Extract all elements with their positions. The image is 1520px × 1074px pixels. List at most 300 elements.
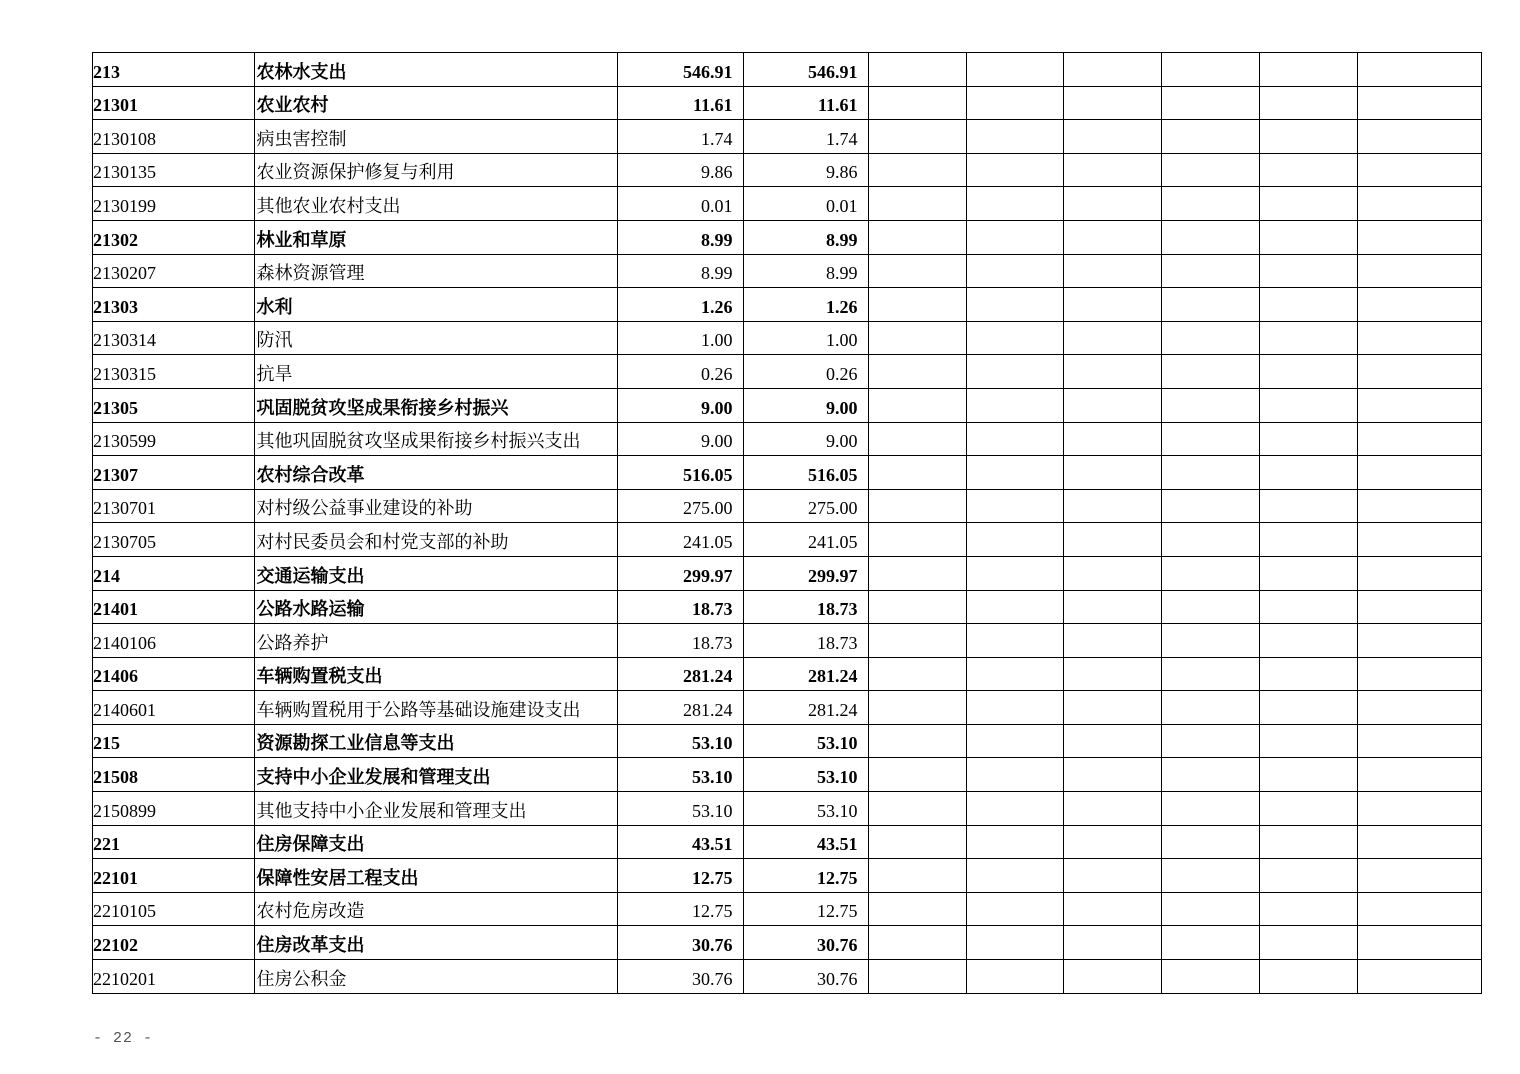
empty-cell xyxy=(1259,691,1357,725)
account-name-cell: 保障性安居工程支出 xyxy=(254,859,617,893)
empty-cell xyxy=(1259,187,1357,221)
empty-cell xyxy=(1161,859,1259,893)
account-name-cell: 住房公积金 xyxy=(254,960,617,994)
total-amount-cell: 12.75 xyxy=(617,859,743,893)
empty-cell xyxy=(1357,926,1481,960)
empty-cell xyxy=(1161,422,1259,456)
total-amount-cell: 43.51 xyxy=(617,825,743,859)
table-row xyxy=(92,220,1481,254)
empty-cell xyxy=(868,86,966,120)
table-row xyxy=(92,926,1481,960)
empty-cell xyxy=(1161,792,1259,826)
total-amount-cell: 9.00 xyxy=(617,388,743,422)
empty-cell xyxy=(1161,220,1259,254)
empty-cell xyxy=(1161,691,1259,725)
general-budget-amount-cell: 9.00 xyxy=(743,422,868,456)
table-row xyxy=(92,187,1481,221)
empty-cell xyxy=(1357,758,1481,792)
account-name-cell: 车辆购置税支出 xyxy=(254,657,617,691)
empty-cell xyxy=(1161,187,1259,221)
empty-cell xyxy=(1063,53,1161,87)
account-name-cell: 公路水路运输 xyxy=(254,590,617,624)
account-name-cell: 公路养护 xyxy=(254,624,617,658)
empty-cell xyxy=(966,825,1063,859)
empty-cell xyxy=(1161,321,1259,355)
empty-cell xyxy=(1357,556,1481,590)
total-amount-cell: 11.61 xyxy=(617,86,743,120)
empty-cell xyxy=(1357,792,1481,826)
account-code-cell: 2140601 xyxy=(92,691,254,725)
empty-cell xyxy=(1357,523,1481,557)
empty-cell xyxy=(1259,590,1357,624)
empty-cell xyxy=(1161,825,1259,859)
account-name-cell: 交通运输支出 xyxy=(254,556,617,590)
account-name-cell: 病虫害控制 xyxy=(254,120,617,154)
empty-cell xyxy=(1259,153,1357,187)
empty-cell xyxy=(1063,86,1161,120)
empty-cell xyxy=(868,892,966,926)
empty-cell xyxy=(868,926,966,960)
general-budget-amount-cell: 18.73 xyxy=(743,590,868,624)
empty-cell xyxy=(1063,120,1161,154)
table-row xyxy=(92,657,1481,691)
total-amount-cell: 1.00 xyxy=(617,321,743,355)
general-budget-amount-cell: 18.73 xyxy=(743,624,868,658)
general-budget-amount-cell: 299.97 xyxy=(743,556,868,590)
empty-cell xyxy=(966,556,1063,590)
empty-cell xyxy=(1357,388,1481,422)
empty-cell xyxy=(1259,120,1357,154)
total-amount-cell: 18.73 xyxy=(617,590,743,624)
account-code-cell: 2150899 xyxy=(92,792,254,826)
general-budget-amount-cell: 8.99 xyxy=(743,220,868,254)
account-code-cell: 21406 xyxy=(92,657,254,691)
empty-cell xyxy=(1063,859,1161,893)
account-code-cell: 21302 xyxy=(92,220,254,254)
account-name-cell: 资源勘探工业信息等支出 xyxy=(254,724,617,758)
empty-cell xyxy=(868,724,966,758)
total-amount-cell: 12.75 xyxy=(617,892,743,926)
empty-cell xyxy=(1259,556,1357,590)
empty-cell xyxy=(868,792,966,826)
total-amount-cell: 275.00 xyxy=(617,489,743,523)
account-code-cell: 2130599 xyxy=(92,422,254,456)
table-row xyxy=(92,724,1481,758)
empty-cell xyxy=(1259,892,1357,926)
empty-cell xyxy=(1063,691,1161,725)
total-amount-cell: 18.73 xyxy=(617,624,743,658)
total-amount-cell: 8.99 xyxy=(617,254,743,288)
empty-cell xyxy=(1259,724,1357,758)
account-name-cell: 抗旱 xyxy=(254,355,617,389)
total-amount-cell: 53.10 xyxy=(617,724,743,758)
empty-cell xyxy=(966,456,1063,490)
account-code-cell: 2130207 xyxy=(92,254,254,288)
account-code-cell: 213 xyxy=(92,53,254,87)
empty-cell xyxy=(1357,960,1481,994)
empty-cell xyxy=(1063,187,1161,221)
table-row xyxy=(92,792,1481,826)
total-amount-cell: 9.86 xyxy=(617,153,743,187)
account-code-cell: 2130314 xyxy=(92,321,254,355)
table-row xyxy=(92,86,1481,120)
empty-cell xyxy=(1259,489,1357,523)
empty-cell xyxy=(966,288,1063,322)
empty-cell xyxy=(1259,288,1357,322)
empty-cell xyxy=(1161,355,1259,389)
empty-cell xyxy=(1259,53,1357,87)
total-amount-cell: 281.24 xyxy=(617,657,743,691)
empty-cell xyxy=(1357,422,1481,456)
account-name-cell: 对村级公益事业建设的补助 xyxy=(254,489,617,523)
empty-cell xyxy=(966,926,1063,960)
empty-cell xyxy=(1161,53,1259,87)
empty-cell xyxy=(868,53,966,87)
total-amount-cell: 30.76 xyxy=(617,926,743,960)
account-name-cell: 农村综合改革 xyxy=(254,456,617,490)
empty-cell xyxy=(1357,220,1481,254)
account-code-cell: 2130705 xyxy=(92,523,254,557)
empty-cell xyxy=(868,321,966,355)
account-code-cell: 2210201 xyxy=(92,960,254,994)
account-code-cell: 21508 xyxy=(92,758,254,792)
account-name-cell: 林业和草原 xyxy=(254,220,617,254)
empty-cell xyxy=(966,220,1063,254)
general-budget-amount-cell: 1.00 xyxy=(743,321,868,355)
general-budget-amount-cell: 30.76 xyxy=(743,926,868,960)
table-body xyxy=(92,53,1481,994)
table-row xyxy=(92,523,1481,557)
account-code-cell: 215 xyxy=(92,724,254,758)
empty-cell xyxy=(1063,960,1161,994)
general-budget-amount-cell: 241.05 xyxy=(743,523,868,557)
empty-cell xyxy=(868,153,966,187)
empty-cell xyxy=(1357,153,1481,187)
account-name-cell: 其他巩固脱贫攻坚成果衔接乡村振兴支出 xyxy=(254,422,617,456)
general-budget-amount-cell: 12.75 xyxy=(743,859,868,893)
general-budget-amount-cell: 516.05 xyxy=(743,456,868,490)
empty-cell xyxy=(1259,926,1357,960)
empty-cell xyxy=(966,153,1063,187)
empty-cell xyxy=(868,187,966,221)
empty-cell xyxy=(966,859,1063,893)
general-budget-amount-cell: 53.10 xyxy=(743,758,868,792)
total-amount-cell: 9.00 xyxy=(617,422,743,456)
table-row xyxy=(92,758,1481,792)
general-budget-amount-cell: 8.99 xyxy=(743,254,868,288)
account-code-cell: 21307 xyxy=(92,456,254,490)
table-row xyxy=(92,624,1481,658)
empty-cell xyxy=(1357,355,1481,389)
empty-cell xyxy=(1357,590,1481,624)
general-budget-amount-cell: 9.00 xyxy=(743,388,868,422)
empty-cell xyxy=(1161,288,1259,322)
empty-cell xyxy=(966,254,1063,288)
empty-cell xyxy=(868,859,966,893)
account-name-cell: 巩固脱贫攻坚成果衔接乡村振兴 xyxy=(254,388,617,422)
empty-cell xyxy=(1063,288,1161,322)
total-amount-cell: 53.10 xyxy=(617,758,743,792)
empty-cell xyxy=(868,691,966,725)
general-budget-amount-cell: 1.26 xyxy=(743,288,868,322)
total-amount-cell: 53.10 xyxy=(617,792,743,826)
empty-cell xyxy=(1357,86,1481,120)
empty-cell xyxy=(1161,86,1259,120)
empty-cell xyxy=(1259,960,1357,994)
empty-cell xyxy=(1161,489,1259,523)
empty-cell xyxy=(1063,825,1161,859)
total-amount-cell: 0.01 xyxy=(617,187,743,221)
empty-cell xyxy=(966,489,1063,523)
empty-cell xyxy=(966,523,1063,557)
account-name-cell: 对村民委员会和村党支部的补助 xyxy=(254,523,617,557)
empty-cell xyxy=(868,456,966,490)
empty-cell xyxy=(966,388,1063,422)
empty-cell xyxy=(1063,355,1161,389)
empty-cell xyxy=(1063,556,1161,590)
general-budget-amount-cell: 43.51 xyxy=(743,825,868,859)
table-row xyxy=(92,120,1481,154)
empty-cell xyxy=(868,556,966,590)
empty-cell xyxy=(966,758,1063,792)
empty-cell xyxy=(1259,422,1357,456)
account-code-cell: 2130199 xyxy=(92,187,254,221)
account-code-cell: 21303 xyxy=(92,288,254,322)
empty-cell xyxy=(1259,523,1357,557)
empty-cell xyxy=(1259,657,1357,691)
empty-cell xyxy=(1063,321,1161,355)
empty-cell xyxy=(1357,187,1481,221)
empty-cell xyxy=(1259,758,1357,792)
empty-cell xyxy=(966,321,1063,355)
general-budget-amount-cell: 275.00 xyxy=(743,489,868,523)
general-budget-amount-cell: 281.24 xyxy=(743,691,868,725)
empty-cell xyxy=(1357,489,1481,523)
empty-cell xyxy=(1259,254,1357,288)
empty-cell xyxy=(1063,624,1161,658)
account-name-cell: 农村危房改造 xyxy=(254,892,617,926)
general-budget-amount-cell: 12.75 xyxy=(743,892,868,926)
empty-cell xyxy=(868,825,966,859)
table-row xyxy=(92,859,1481,893)
empty-cell xyxy=(1161,724,1259,758)
empty-cell xyxy=(966,86,1063,120)
general-budget-amount-cell: 9.86 xyxy=(743,153,868,187)
empty-cell xyxy=(868,657,966,691)
account-code-cell: 22101 xyxy=(92,859,254,893)
total-amount-cell: 281.24 xyxy=(617,691,743,725)
account-code-cell: 2130701 xyxy=(92,489,254,523)
empty-cell xyxy=(1063,758,1161,792)
table-row xyxy=(92,422,1481,456)
general-budget-amount-cell: 1.74 xyxy=(743,120,868,154)
empty-cell xyxy=(1259,825,1357,859)
total-amount-cell: 299.97 xyxy=(617,556,743,590)
account-name-cell: 农业农村 xyxy=(254,86,617,120)
account-code-cell: 21301 xyxy=(92,86,254,120)
empty-cell xyxy=(1161,657,1259,691)
general-budget-amount-cell: 546.91 xyxy=(743,53,868,87)
total-amount-cell: 30.76 xyxy=(617,960,743,994)
empty-cell xyxy=(1063,456,1161,490)
general-budget-amount-cell: 281.24 xyxy=(743,657,868,691)
empty-cell xyxy=(1357,53,1481,87)
empty-cell xyxy=(1063,724,1161,758)
empty-cell xyxy=(1063,388,1161,422)
empty-cell xyxy=(1259,792,1357,826)
empty-cell xyxy=(1357,624,1481,658)
empty-cell xyxy=(1357,859,1481,893)
empty-cell xyxy=(868,254,966,288)
empty-cell xyxy=(1259,624,1357,658)
empty-cell xyxy=(1161,590,1259,624)
general-budget-amount-cell: 0.26 xyxy=(743,355,868,389)
page-number: - 22 - xyxy=(93,1030,154,1047)
empty-cell xyxy=(1161,758,1259,792)
table-row xyxy=(92,590,1481,624)
empty-cell xyxy=(1259,388,1357,422)
empty-cell xyxy=(868,422,966,456)
empty-cell xyxy=(966,355,1063,389)
empty-cell xyxy=(1357,321,1481,355)
empty-cell xyxy=(868,523,966,557)
table-row xyxy=(92,153,1481,187)
empty-cell xyxy=(1161,960,1259,994)
empty-cell xyxy=(868,489,966,523)
account-code-cell: 2210105 xyxy=(92,892,254,926)
account-name-cell: 住房改革支出 xyxy=(254,926,617,960)
account-name-cell: 支持中小企业发展和管理支出 xyxy=(254,758,617,792)
empty-cell xyxy=(1259,86,1357,120)
table-row xyxy=(92,321,1481,355)
empty-cell xyxy=(1357,892,1481,926)
account-code-cell: 2130108 xyxy=(92,120,254,154)
empty-cell xyxy=(966,691,1063,725)
empty-cell xyxy=(1161,456,1259,490)
account-code-cell: 2140106 xyxy=(92,624,254,658)
empty-cell xyxy=(1259,859,1357,893)
account-name-cell: 车辆购置税用于公路等基础设施建设支出 xyxy=(254,691,617,725)
empty-cell xyxy=(868,758,966,792)
total-amount-cell: 546.91 xyxy=(617,53,743,87)
empty-cell xyxy=(868,624,966,658)
empty-cell xyxy=(1161,153,1259,187)
table-row xyxy=(92,960,1481,994)
empty-cell xyxy=(966,590,1063,624)
total-amount-cell: 1.74 xyxy=(617,120,743,154)
account-name-cell: 住房保障支出 xyxy=(254,825,617,859)
empty-cell xyxy=(1063,792,1161,826)
empty-cell xyxy=(966,53,1063,87)
empty-cell xyxy=(966,657,1063,691)
empty-cell xyxy=(1259,456,1357,490)
table-row xyxy=(92,388,1481,422)
empty-cell xyxy=(966,792,1063,826)
empty-cell xyxy=(1357,691,1481,725)
total-amount-cell: 1.26 xyxy=(617,288,743,322)
table-row xyxy=(92,456,1481,490)
empty-cell xyxy=(1063,590,1161,624)
total-amount-cell: 241.05 xyxy=(617,523,743,557)
account-code-cell: 22102 xyxy=(92,926,254,960)
account-code-cell: 2130315 xyxy=(92,355,254,389)
empty-cell xyxy=(966,422,1063,456)
table-row xyxy=(92,288,1481,322)
empty-cell xyxy=(868,288,966,322)
table-row xyxy=(92,825,1481,859)
empty-cell xyxy=(1063,489,1161,523)
empty-cell xyxy=(1259,220,1357,254)
account-code-cell: 2130135 xyxy=(92,153,254,187)
table-row xyxy=(92,53,1481,87)
account-code-cell: 21401 xyxy=(92,590,254,624)
table-row xyxy=(92,254,1481,288)
table-row xyxy=(92,691,1481,725)
empty-cell xyxy=(868,355,966,389)
empty-cell xyxy=(966,724,1063,758)
account-code-cell: 221 xyxy=(92,825,254,859)
empty-cell xyxy=(1063,657,1161,691)
empty-cell xyxy=(1161,624,1259,658)
empty-cell xyxy=(966,892,1063,926)
total-amount-cell: 8.99 xyxy=(617,220,743,254)
empty-cell xyxy=(966,960,1063,994)
empty-cell xyxy=(868,120,966,154)
table-row xyxy=(92,556,1481,590)
table-row xyxy=(92,355,1481,389)
empty-cell xyxy=(1161,926,1259,960)
empty-cell xyxy=(1063,892,1161,926)
empty-cell xyxy=(1259,355,1357,389)
empty-cell xyxy=(1357,657,1481,691)
empty-cell xyxy=(868,220,966,254)
empty-cell xyxy=(1161,388,1259,422)
empty-cell xyxy=(1357,456,1481,490)
empty-cell xyxy=(1357,825,1481,859)
account-code-cell: 214 xyxy=(92,556,254,590)
empty-cell xyxy=(1063,926,1161,960)
account-name-cell: 其他支持中小企业发展和管理支出 xyxy=(254,792,617,826)
empty-cell xyxy=(868,590,966,624)
account-name-cell: 防汛 xyxy=(254,321,617,355)
empty-cell xyxy=(868,960,966,994)
empty-cell xyxy=(1259,321,1357,355)
empty-cell xyxy=(868,388,966,422)
empty-cell xyxy=(1357,288,1481,322)
budget-table xyxy=(92,52,1482,994)
table-row xyxy=(92,892,1481,926)
empty-cell xyxy=(1357,724,1481,758)
total-amount-cell: 516.05 xyxy=(617,456,743,490)
empty-cell xyxy=(1161,120,1259,154)
empty-cell xyxy=(1063,254,1161,288)
table-row xyxy=(92,489,1481,523)
empty-cell xyxy=(966,120,1063,154)
empty-cell xyxy=(1161,556,1259,590)
account-name-cell: 农业资源保护修复与利用 xyxy=(254,153,617,187)
general-budget-amount-cell: 30.76 xyxy=(743,960,868,994)
empty-cell xyxy=(1357,254,1481,288)
account-name-cell: 农林水支出 xyxy=(254,53,617,87)
empty-cell xyxy=(966,624,1063,658)
empty-cell xyxy=(1063,523,1161,557)
empty-cell xyxy=(1161,892,1259,926)
empty-cell xyxy=(1063,422,1161,456)
account-name-cell: 水利 xyxy=(254,288,617,322)
empty-cell xyxy=(1161,523,1259,557)
account-name-cell: 其他农业农村支出 xyxy=(254,187,617,221)
general-budget-amount-cell: 53.10 xyxy=(743,792,868,826)
